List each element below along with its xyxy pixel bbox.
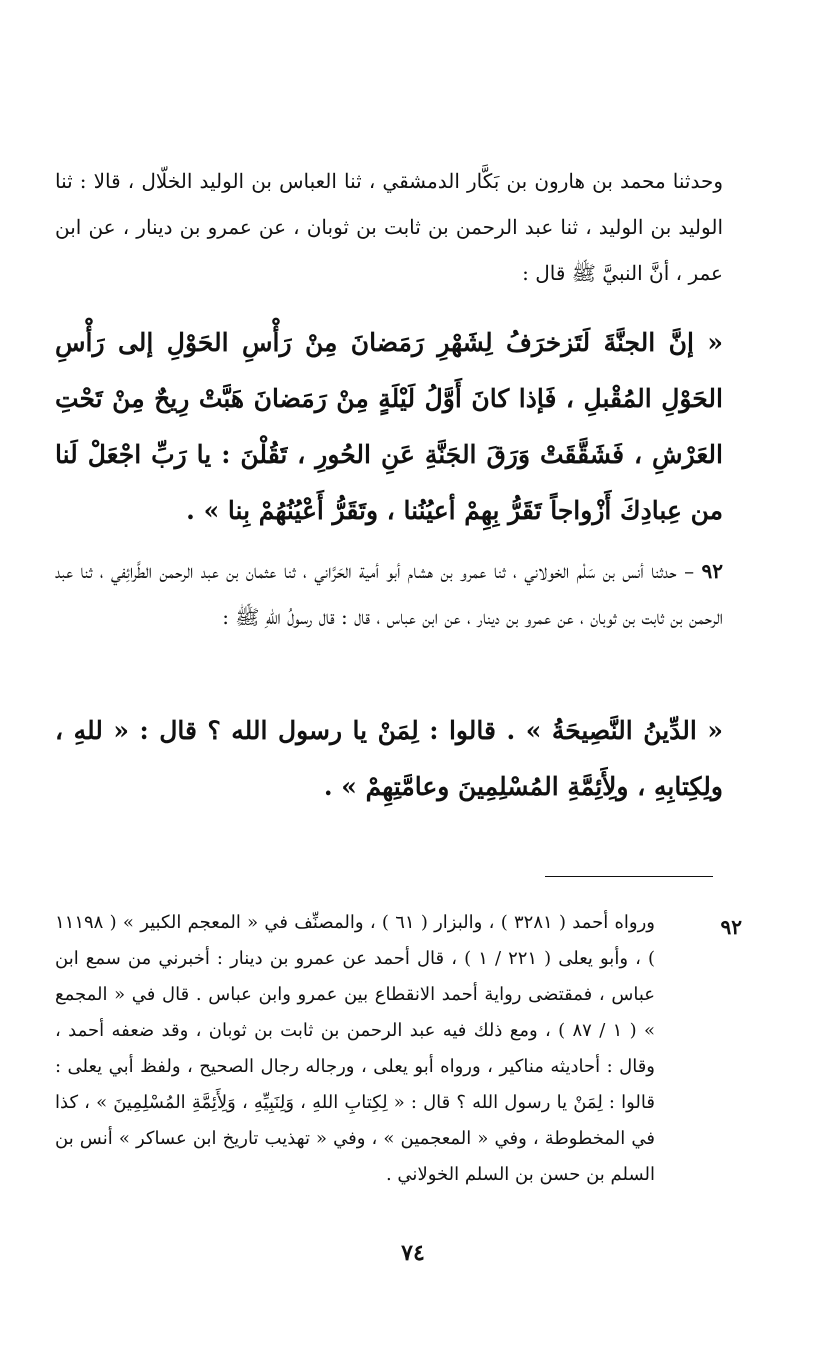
hadith-92-intro: – حدثنا أنس بن سَلْم الخولاني ، ثنا عمرو بن هشام أبو أمية الحَرَّاني ، ثنا عثمان بن عبد الرحمن الطَّرائِفي ، ثنا عبد الرحمن بن ثابت بن ثوبان ، عن عمرو بن دينار ، عن ابن عباس ، قال : قال رسولُ اللهِ ﷺ : <box>55 559 723 629</box>
isnad-paragraph: وحدثنا محمد بن هارون بن بَكَّار الدمشقي ، ثنا العباس بن الوليد الخلّال ، قالا : ثنا الوليد بن الوليد ، ثنا عبد الرحمن بن ثابت بن ثوبان ، عن عمرو بن دينار ، عن ابن عمر ، أنَّ النبيَّ ﷺ قال : <box>55 169 723 285</box>
footnote-separator <box>545 876 713 877</box>
hadith-92-isnad <box>55 548 723 640</box>
hadith-number: ٩٢ <box>701 559 723 583</box>
hadith-text-nasiha: « الدِّينُ النَّصِيحَةُ » . قالوا : لِمَنْ يا رسول الله ؟ قال : « للهِ ، ولِكِتابِهِ ، ولِأَئِمَّةِ المُسْلِمِينَ وعامَّتِهِمْ » . <box>55 716 723 801</box>
footnote-number: ٩٢ <box>720 915 742 939</box>
footnote-text: ورواه أحمد ( ٣٢٨١ ) ، والبزار ( ٦١ ) ، والمصنِّف في « المعجم الكبير » ( ١١١٩٨ ) ، وأبو يعلى ( ٢٢١ / ١ ) ، قال أحمد عن عمرو بن دينار : أخبرني من سمع ابن عباس ، فمقتضى رواية أحمد الانقطاع بين عمرو وابن عباس . قال في « المجمع » ( ١ / ٨٧ ) ، ومع ذلك فيه عبد الرحمن بن ثابت بن ثوبان ، وقد ضعفه أحمد ، وقال : أحاديثه مناكير ، ورواه أبو يعلى ، ورجاله رجال الصحيح ، ولفظ أبي يعلى : قالوا : لِمَنْ يا رسول الله ؟ قال : « لِكِتابِ اللهِ ، وَلِنَبِيِّهِ ، وَلِأَئِمَّةِ المُسْلِمِينَ » ، كذا في المخطوطة ، وفي « المعجمين » ، وفي « تهذيب تاريخ ابن عساكر » أنس بن السلم بن حسن بن السلم الخولاني . <box>55 912 655 1185</box>
hadith-text-ramadan: « إنَّ الجنَّةَ لَتَزخرَفُ لِشَهْرِ رَمَضانَ مِنْ رَأْسِ الحَوْلِ إلى رَأْسِ الحَوْلِ المُقْبلِ ، فَإذا كانَ أَوَّلُ لَيْلَةٍ مِنْ رَمَضانَ هَبَّتْ رِيحٌ مِنْ تَحْتِ العَرْشِ ، فَشَقَّقَتْ وَرَقَ الجَنَّةِ عَنِ الحُورِ ، تَقُلْنَ : يا رَبِّ اجْعَلْ لَنا من عِبادِكَ أَزْواجاً تَقَرُّ بِهِمْ أعيُنُنا ، وتَقَرُّ أَعْيُنُهُمْ بِنا » . <box>55 328 723 525</box>
page-number: ٧٤ <box>401 1240 425 1266</box>
